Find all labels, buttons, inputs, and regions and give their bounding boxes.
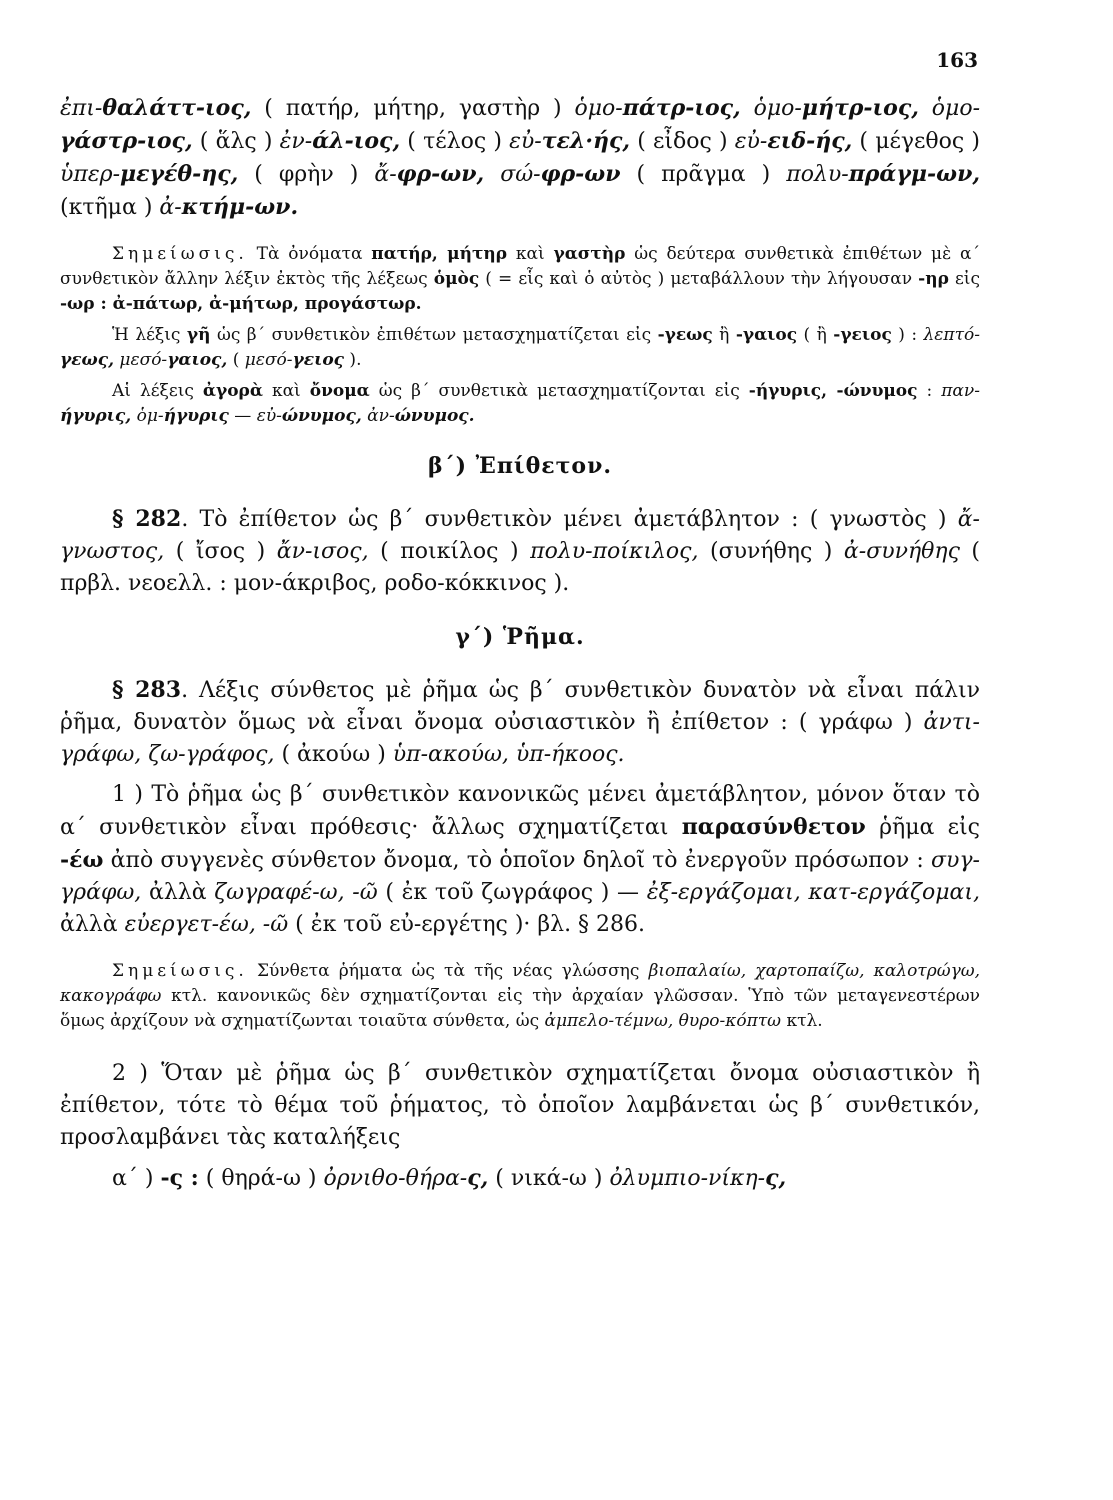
sec283-run: ( ἀκούω ) — [274, 742, 393, 767]
note-ge — [60, 323, 980, 373]
block1-run: ( εἶδος ) — [630, 129, 735, 154]
note2-run: λεπτό- — [923, 325, 980, 345]
block1-run: άλ-ιος, — [312, 128, 401, 154]
note3-run: ήγυρις — [163, 406, 229, 426]
note1-run: -ωρ : ἀ-πάτωρ, ἀ-μήτωρ, προγάστωρ. — [60, 294, 422, 314]
note3-run: ώνυμος. — [394, 406, 475, 426]
block1-run: ( ἅλς ) — [192, 129, 280, 154]
heading-verb: γ΄) Ῥῆμα. — [455, 624, 585, 650]
page-number: 163 — [936, 48, 978, 72]
note2-run: γῆ — [186, 325, 211, 345]
note3-run: ώνυμος, — [281, 406, 362, 426]
note3-run: ὡς β΄ συνθετικὰ μετασχηματίζονται εἰς — [369, 381, 749, 401]
sec282-run: πολυ-ποίκιλος, — [530, 539, 699, 564]
note3-run: ὁμ- — [136, 406, 164, 426]
note4-run: κτλ. κανονικῶς δὲν σχηματίζονται εἰς τὴν ἀρχαίαν γλῶσσαν. Ὑπὸ τῶν μεταγενεστέρων ὅμως ἀρχίζουν νὰ σχηματίζωνται τοιαῦτα σύνθετα, ὡς — [60, 986, 980, 1031]
sec283_1-run: παρασύνθετον — [681, 814, 866, 840]
sec283_2a-run: ὀρνιθο-θήρα- — [323, 1166, 468, 1191]
note1-run: καὶ — [507, 244, 554, 264]
block1-run: ὁμο- — [753, 96, 802, 121]
sec283_1-run: ( ἐκ τοῦ εὐ-εργέτης )· βλ. § 286. — [288, 912, 646, 937]
block1-run: ὑπερ- — [60, 162, 121, 187]
block1-run: (κτῆμα ) — [60, 195, 160, 220]
page-body — [60, 92, 980, 1203]
note2-run: ( ἢ — [797, 325, 834, 345]
sec283_2a-run: ς, — [765, 1165, 787, 1191]
note1-run: γαστὴρ — [553, 244, 626, 264]
note2-run: ( — [227, 350, 245, 370]
sec283_1-run: εὐεργετ-έω, -ῶ — [124, 912, 289, 937]
note-pater-meter — [60, 242, 980, 317]
block1-run: φρ-ων, — [396, 161, 485, 187]
section-283-point-2 — [60, 1058, 980, 1154]
block1-run: εὐ- — [509, 129, 542, 154]
block1-run: θαλάττ-ιος, — [102, 95, 252, 121]
block1-run: τελ·ής, — [541, 128, 631, 154]
note3-run: -ήγυρις, -ώνυμος — [748, 381, 918, 401]
block1-run — [741, 96, 754, 121]
compound-examples-paragraph — [60, 92, 980, 224]
block1-run: ( πατήρ, μήτηρ, γαστὴρ ) — [251, 96, 575, 121]
sec283_1-run: ζωγραφέ-ω, -ῶ — [214, 880, 378, 905]
note3-run: ἀγορὰ — [202, 381, 263, 401]
sec283_1-run: ( ἐκ τοῦ ζωγράφος ) — — [377, 880, 647, 905]
note4-run: Σημείωσις. — [112, 961, 248, 981]
note1-run: Τὰ ὀνόματα — [247, 244, 372, 264]
note4-run: ἀμπελο-τέμνω, θυρο-κόπτω — [544, 1011, 782, 1031]
block1-run — [484, 162, 500, 187]
sec283_1-run: συγ-γράφω, — [60, 848, 980, 905]
note2-run: μεσό- — [244, 350, 293, 370]
note2-run: ) : — [891, 325, 924, 345]
block1-run: μήτρ-ιος, — [801, 95, 919, 121]
sec282-run: ἀ-συνήθης — [843, 539, 960, 564]
sec282-run: . Τὸ ἐπίθετον ὡς β΄ συνθετικὸν μένει ἀμετάβλητον : ( γνωστὸς ) — [181, 507, 958, 532]
block1-run: κτήμ-ων. — [181, 194, 299, 220]
sec282-run: ( πρβλ. νεοελλ. : μον-άκριβος, ροδο-κόκκινος ). — [60, 539, 981, 596]
sec283_1-run: ἀλλὰ — [141, 880, 215, 905]
section-283-point-1 — [60, 779, 980, 941]
block1-run: γάστρ-ιος, — [60, 128, 193, 154]
note4-run: κτλ. — [781, 1011, 823, 1031]
note3-run: εὐ- — [256, 406, 282, 426]
section-283-point-2a — [60, 1162, 980, 1195]
block1-run: εὐ- — [734, 129, 768, 154]
sec282-run: ( ποικίλος ) — [368, 539, 531, 564]
block1-run: ὁμο- — [931, 96, 981, 121]
sec283_2a-run: ( θηρά-ω ) — [198, 1166, 324, 1191]
block1-run: πάτρ-ιος, — [622, 95, 741, 121]
note1-run: -ηρ — [918, 269, 949, 289]
note4-run: Σύνθετα ῥήματα ὡς τὰ τῆς νέας γλώσσης — [247, 961, 649, 981]
block1-run — [919, 96, 932, 121]
block1-run: ( τέλος ) — [400, 129, 510, 154]
note2-run: ἢ — [712, 325, 736, 345]
section-282 — [60, 503, 980, 600]
note1-run: ὁμὸς — [433, 269, 480, 289]
sec283_1-run: ἐξ-εργάζομαι, κατ-εργάζομαι, — [646, 880, 980, 905]
section-283 — [60, 674, 980, 771]
note2-run: -γεως — [657, 325, 713, 345]
sec283-run: ἀντι-γράφω, ζω-γράφος, — [60, 710, 980, 767]
block1-run: φρ-ων — [540, 161, 621, 187]
sec283_2a-run: α΄ ) — [112, 1166, 161, 1191]
block1-run: ἀ- — [159, 195, 182, 220]
sec283_1-run: ἀλλὰ — [60, 912, 125, 937]
note-modern-compounds — [60, 959, 980, 1034]
sec283-run: ὑπ-ακούω, ὑπ-ήκοος. — [392, 742, 625, 767]
note-agora-onoma — [60, 379, 980, 429]
note1-run: ( = εἷς καὶ ὁ αὐτὸς ) μεταβάλλουν τὴν λήγουσαν — [479, 269, 919, 289]
note2-run: γειος — [292, 350, 345, 370]
note2-run: ὡς β΄ συνθετικὸν ἐπιθέτων μετασχηματίζεται εἰς — [210, 325, 658, 345]
sec282-run: ἄν-ισος, — [276, 539, 369, 564]
note1-run: ὡς δεύτερα συνθετικὰ ἐπιθέτων μὲ α΄ συνθετικὸν ἄλλην λέξιν ἐκτὸς τῆς λέξεως — [60, 244, 981, 289]
block1-run: ὁμο- — [574, 96, 623, 121]
note2-run: Ἡ λέξις — [112, 325, 187, 345]
block1-run: ( μέγεθος ) — [852, 129, 981, 154]
note3-run: : — [917, 381, 942, 401]
note4-run: βιοπαλαίω, χαρτοπαίζω, καλοτρώγω, κακογράφω — [60, 961, 980, 1006]
sec283-run: . Λέξις σύνθετος μὲ ῥῆμα ὡς β΄ συνθετικὸν δυνατὸν νὰ εἶναι πάλιν ῥῆμα, δυνατὸν ὅμως νὰ εἶναι ὄνομα οὐσιαστικὸν ἢ ἐπίθετον : ( γράφω ) — [60, 678, 980, 735]
block1-run: πολυ- — [786, 162, 849, 187]
note3-run: ὄνομα — [309, 381, 370, 401]
note1-run: Σημείωσις. — [112, 244, 248, 264]
note2-run: μεσό- — [119, 350, 168, 370]
sec283_2a-run: ς, — [467, 1165, 489, 1191]
block1-run: ( φρὴν ) — [238, 162, 375, 187]
sec283_2a-run: ὀλυμπιο-νίκη- — [609, 1166, 766, 1191]
block1-run: ειδ-ής, — [767, 128, 853, 154]
note3-run: παν- — [941, 381, 980, 401]
block1-run: ἐν- — [279, 129, 313, 154]
block1-run: ἐπι- — [60, 96, 103, 121]
note3-run: καὶ — [262, 381, 310, 401]
sec283_1-run: ἀπὸ συγγενὲς σύνθετον ὄνομα, τὸ ὁποῖον δηλοῖ τὸ ἐνεργοῦν πρόσωπον : — [103, 848, 932, 873]
sec283_2a-run: -ς : — [160, 1165, 199, 1191]
note3-run: — — [228, 406, 257, 426]
note2-run: γαιος, — [167, 350, 228, 370]
sec283_1-run: -έω — [60, 847, 104, 873]
heading-adjective: β΄) Ἐπίθετον. — [427, 453, 613, 479]
sec282-run: ( ἴσος ) — [164, 539, 277, 564]
block1-run: μεγέθ-ης, — [120, 161, 239, 187]
block1-run: ( πρᾶγμα ) — [620, 162, 787, 187]
sec283_1-run: 1 ) Τὸ ῥῆμα ὡς β΄ συνθετικὸν κανονικῶς μένει ἀμετάβλητον, μόνον ὅταν τὸ α΄ συνθετικὸν εἶναι πρόθεσις· ἄλλως σχηματίζεται — [60, 782, 980, 840]
block1-run: πράγμ-ων, — [848, 161, 980, 187]
note2-run: -γαιος — [735, 325, 798, 345]
note1-run: πατήρ, μήτηρ — [371, 244, 508, 264]
sec283-run: § 283 — [112, 677, 182, 703]
note1-run: εἰς — [948, 269, 980, 289]
note3-run: ἀν- — [367, 406, 395, 426]
block1-run: σώ- — [500, 162, 541, 187]
block1-run: ἄ- — [374, 162, 397, 187]
sec282-run: ἄ-γνωστος, — [60, 507, 980, 564]
note2-run: ). — [344, 350, 362, 370]
sec283_2a-run: ( νικά-ω ) — [488, 1166, 610, 1191]
note2-run: -γειος — [833, 325, 892, 345]
sec282-run: § 282 — [112, 506, 182, 532]
note3-run: ήγυρις, — [60, 406, 132, 426]
sec283_1-run: ῥῆμα εἰς — [865, 815, 980, 840]
note2-run: γεως, — [60, 350, 115, 370]
sec283_2-run: 2 ) Ὅταν μὲ ῥῆμα ὡς β΄ συνθετικὸν σχηματίζεται ὄνομα οὐσιαστικὸν ἢ ἐπίθετον, τότε τὸ θέμα τοῦ ῥήματος, τὸ ὁποῖον λαμβάνεται ὡς β΄ συνθετικόν, προσλαμβάνει τὰς καταλήξεις — [60, 1061, 980, 1150]
sec282-run: (συνήθης ) — [698, 539, 844, 564]
note3-run: Αἱ λέξεις — [112, 381, 203, 401]
